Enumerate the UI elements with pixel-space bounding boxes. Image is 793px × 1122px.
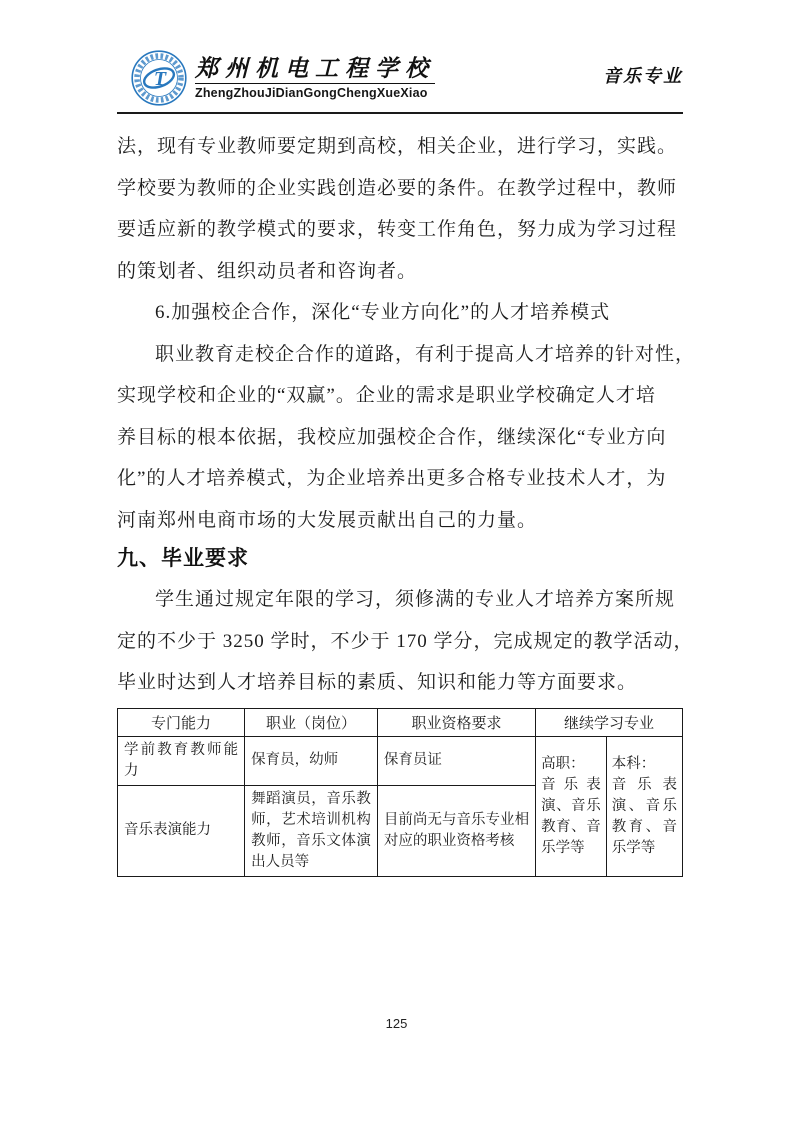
cell-continue-study-gaozhi bbox=[536, 736, 607, 876]
body-line: 毕业时达到人才培养目标的素质、知识和能力等方面要求。 bbox=[117, 672, 638, 693]
body-line: 的策划者、组织动员者和咨询者。 bbox=[117, 260, 418, 282]
school-name: 郑州机电工程学校 bbox=[195, 55, 435, 83]
cell-jobs: 保育员，幼师 bbox=[245, 736, 378, 785]
table-row bbox=[118, 736, 683, 785]
column-header-continue-study: 继续学习专业 bbox=[536, 708, 683, 736]
body-line: 职业教育走校企合作的道路，有利于提高人才培养的针对性， bbox=[155, 343, 696, 365]
section-heading-graduation: 九、毕业要求 bbox=[117, 547, 249, 570]
column-header-ability: 专门能力 bbox=[118, 708, 245, 736]
page-header bbox=[0, 0, 793, 114]
study-label-benke: 本科： bbox=[611, 755, 656, 772]
study-value-benke: 音乐表演、音乐教育、音乐学等 bbox=[611, 776, 677, 856]
column-header-qualification: 职业资格要求 bbox=[377, 708, 535, 736]
body-line: 河南郑州电商市场的大发展贡献出自己的力量。 bbox=[117, 509, 538, 531]
page-number: 125 bbox=[385, 1016, 408, 1031]
body-line: 实现学校和企业的“双赢”。企业的需求是职业学校确定人才培 bbox=[117, 385, 656, 406]
page-footer bbox=[0, 1016, 793, 1031]
svg-text:T: T bbox=[153, 68, 167, 90]
cell-ability: 学前教育教师能力 bbox=[118, 736, 245, 785]
body-line: 化”的人才培养模式，为企业培养出更多合格专业技术人才，为 bbox=[117, 468, 667, 489]
cell-ability: 音乐表演能力 bbox=[118, 785, 245, 876]
study-label-gaozhi: 高职： bbox=[541, 755, 585, 772]
body-line: 养目标的根本依据，我校应加强校企合作，继续深化“专业方向 bbox=[117, 426, 667, 448]
body-line: 定的不少于 3250 学时，不少于 170 学分，完成规定的教学活动， bbox=[117, 630, 694, 652]
body-line: 6.加强校企合作，深化“专业方向化”的人才培养模式 bbox=[155, 302, 611, 323]
graduation-requirements-table bbox=[117, 708, 683, 877]
body-line: 法，现有专业教师要定期到高校，相关企业，进行学习，实践。 bbox=[117, 136, 678, 157]
document-body bbox=[0, 114, 793, 877]
subject-label: 音乐专业 bbox=[603, 66, 683, 87]
cell-qualification: 目前尚无与音乐专业相对应的职业资格考核 bbox=[377, 785, 535, 876]
body-line: 要适应新的教学模式的要求，转变工作角色，努力成为学习过程 bbox=[117, 219, 678, 240]
column-header-jobs: 职业（岗位） bbox=[245, 708, 378, 736]
school-emblem-icon bbox=[131, 50, 187, 106]
school-logo-block bbox=[117, 50, 435, 106]
school-logo-text bbox=[195, 56, 435, 99]
cell-qualification: 保育员证 bbox=[377, 736, 535, 785]
body-line: 学校要为教师的企业实践创造必要的条件。在教学过程中，教师 bbox=[117, 177, 678, 199]
body-line: 学生通过规定年限的学习，须修满的专业人才培养方案所规 bbox=[155, 589, 676, 610]
cell-continue-study-benke bbox=[606, 736, 682, 876]
header-row bbox=[117, 50, 683, 106]
table-header-row bbox=[118, 708, 683, 736]
cell-jobs: 舞蹈演员，音乐教师，艺术培训机构教师，音乐文体演出人员等 bbox=[245, 785, 378, 876]
school-pinyin: ZhengZhouJiDianGongChengXueXiao bbox=[195, 83, 435, 100]
study-value-gaozhi: 音乐表演、音乐教育、音乐学等 bbox=[541, 776, 601, 856]
